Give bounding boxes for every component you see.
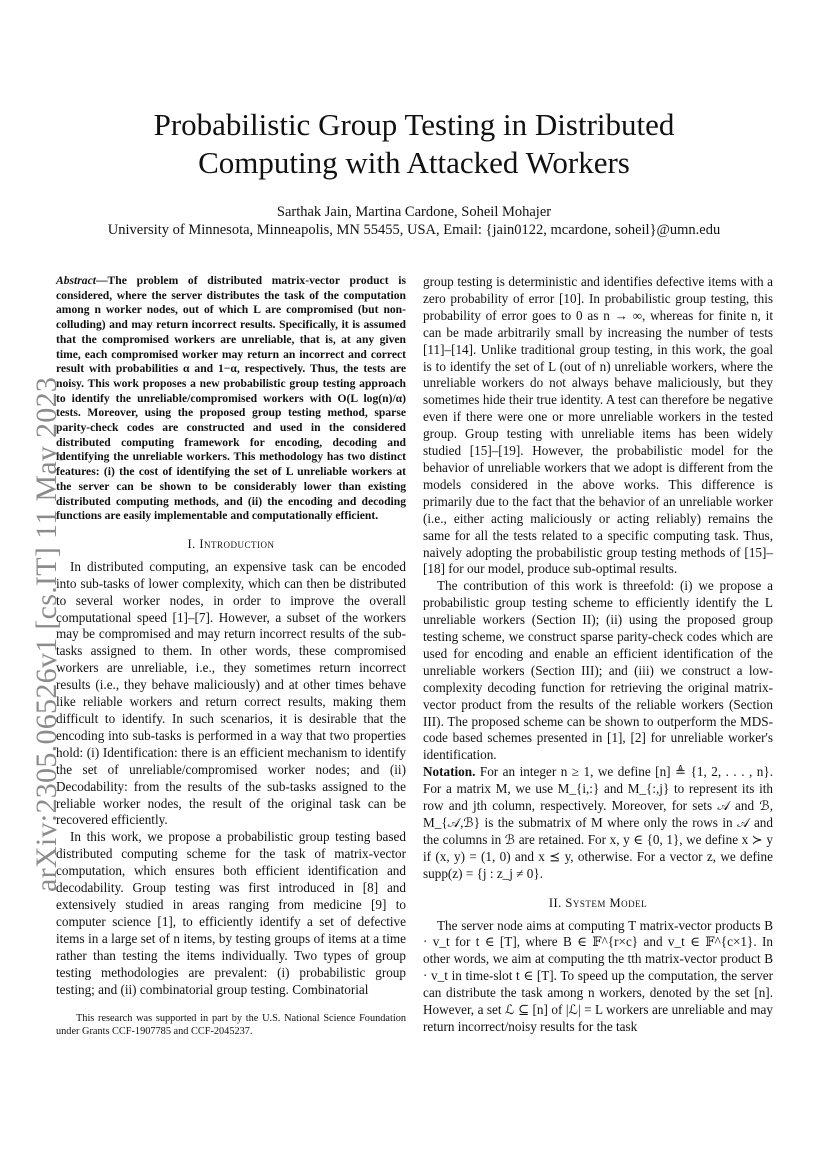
abstract-label: Abstract [56,274,96,287]
system-model-paragraph: The server node aims at computing T matrix-vector products B · v_t for t ∈ [T], where B ∈ 𝔽^{r×c} and v_t ∈ 𝔽^{c×1}. In other words, we aim at computing the tth matrix-vector product B · v_t in time-slot t ∈ [T]. To speed up the computation, the server can distribute the task among n workers, denoted by the set [n]. However, a set ℒ ⊆ [n] of |ℒ| = L workers are unreliable and may return incorrect/noisy results for the task [423,917,773,1034]
title-line-2: Computing with Attacked Workers [198,145,630,180]
section-title-introduction: I. Introduction [187,536,275,551]
notation-text: For an integer n ≥ 1, we define [n] ≜ {1, 2, . . . , n}. For a matrix M, we use M_{i,:} and M_{:,j} to represent its ith row and jth column, respectively. Moreover, for sets 𝒜 and ℬ, M_{𝒜,ℬ} is the submatrix of M where only the rows in 𝒜 and the columns in ℬ are retained. For x, y ∈ {0, 1}, we define x ≻ y if (x, y) = (1, 0) and x ⪯ y, otherwise. For a vector z, we define supp(z) = {j : z_j ≠ 0}. [423,764,773,881]
section-title-system-model: II. System Model [548,895,648,910]
notation-paragraph [423,764,773,882]
affiliation: University of Minnesota, Minneapolis, MN 55455, USA, Email: {jain0122, mcardone, soheil}@umn.edu [107,222,721,238]
notation-label: Notation. [423,764,476,780]
left-column [56,274,406,998]
right-column [423,274,773,1036]
intro-paragraph-1: In distributed computing, an expensive task can be encoded into sub-tasks of lower complexity, which can then be distributed to several worker nodes, in order to improve the overall computational speed [1]–[7]. However, a subset of the workers may be compromised and may return incorrect results of the sub-tasks assigned to them. In other words, these compromised workers are unreliable, i.e., they sometimes return incorrect results (i.e., they behave maliciously) and at other times behave like reliable workers and return correct results, making them difficult to identify. In such scenarios, it is desirable that the encoding into sub-tasks is performed in a way that two properties hold: (i) Identification: there is an efficient mechanism to identify the set of unreliable/compromised worker nodes; and (ii) Decodability: from the results of the sub-tasks assigned to the reliable worker nodes, the result of the original task can be recovered efficiently. [56,558,406,828]
authors: Sarthak Jain, Martina Cardone, Soheil Mohajer [276,204,552,220]
intro-paragraph-2: In this work, we propose a probabilistic group testing based distributed computing scheme for the task of matrix-vector computation, which ensures both efficient identification and decodability. Group testing was first introduced in [8] and extensively studied in areas ranging from medicine [9] to computer science [1], to efficiently identify a set of defective items in a large set of n items, by testing groups of items at a time rather than testing the items individually. Two types of group testing methodologies are prevalent: (i) probabilistic group testing; and (ii) combinatorial group testing. Combinatorial [56,829,406,997]
title-line-1: Probabilistic Group Testing in Distributed [153,107,675,142]
arxiv-stamp [10,332,63,892]
arxiv-stamp-text: arXiv:2305.06526v1 [cs.IT] 11 May 2023 [30,376,63,892]
footnote: This research was supported in part by the U.S. National Science Foundation under Grants CCF-1907785 and CCF-2045237. [56,1013,406,1037]
abstract-text: —The problem of distributed matrix-vector product is considered, where the server distributes the task of the computation among n worker nodes, out of which L are compromised (but non-colluding) and may return incorrect results. Specifically, it is assumed that the compromised workers are unreliable, that is, at any given time, each compromised worker may return an incorrect and correct result with probabilities α and 1−α, respectively. Thus, the tests are noisy. This work proposes a new probabilistic group testing approach to identify the unreliable/compromised workers with O(L log(n)/α) tests. Moreover, using the proposed group testing method, sparse parity-check codes are constructed and used in the considered distributed computing framework for encoding, decoding and identifying the unreliable workers. This methodology has two distinct features: (i) the cost of identifying the set of L unreliable workers at the server can be shown to be considerably lower than existing distributed computing methods, and (ii) the encoding and decoding functions are easily implementable and computationally efficient. [56,274,406,523]
abstract [56,274,406,524]
right-paragraph-1: group testing is deterministic and identifies defective items with a zero probability of error [10]. In probabilistic group testing, this probability of error goes to 0 as n → ∞, whereas for finite n, it can be made arbitrarily small by increasing the number of tests [11]–[14]. Unlike traditional group testing, in this work, the goal is to identify the set of L (out of n) unreliable workers, where the unreliable workers do not always behave maliciously, but they sometimes hide their true identity. A test can therefore be negative even if there were one or more unreliable workers in the tested group. Group testing with unreliable items has been widely studied [15]–[19]. However, the probabilistic model for the behavior of unreliable workers that we adopt is different from the models considered in the above works. This difference is primarily due to the fact that the behavior of an unreliable worker (i.e., either acting maliciously or acting reliably) remains the same for all the tests related to a specific computing task. Thus, naively adopting the probabilistic group testing methods of [15]–[18] for our model, produce sub-optimal results. [423,274,773,577]
contribution-paragraph: The contribution of this work is threefold: (i) we propose a probabilistic group testing scheme to efficiently identify the L unreliable workers (Section II); (ii) using the proposed group testing scheme, we construct sparse parity-check codes which are used for encoding and enable an efficient identification of the unreliable workers (Section III); and (iii) we construct a low-complexity decoding function for retrieving the original matrix-vector product from the results of the reliable workers (Section III). The proposed scheme can be shown to outperform the MDS-code based schemes presented in [1], [2] for unreliable worker's identification. [423,578,773,763]
paper-title [0,106,828,182]
